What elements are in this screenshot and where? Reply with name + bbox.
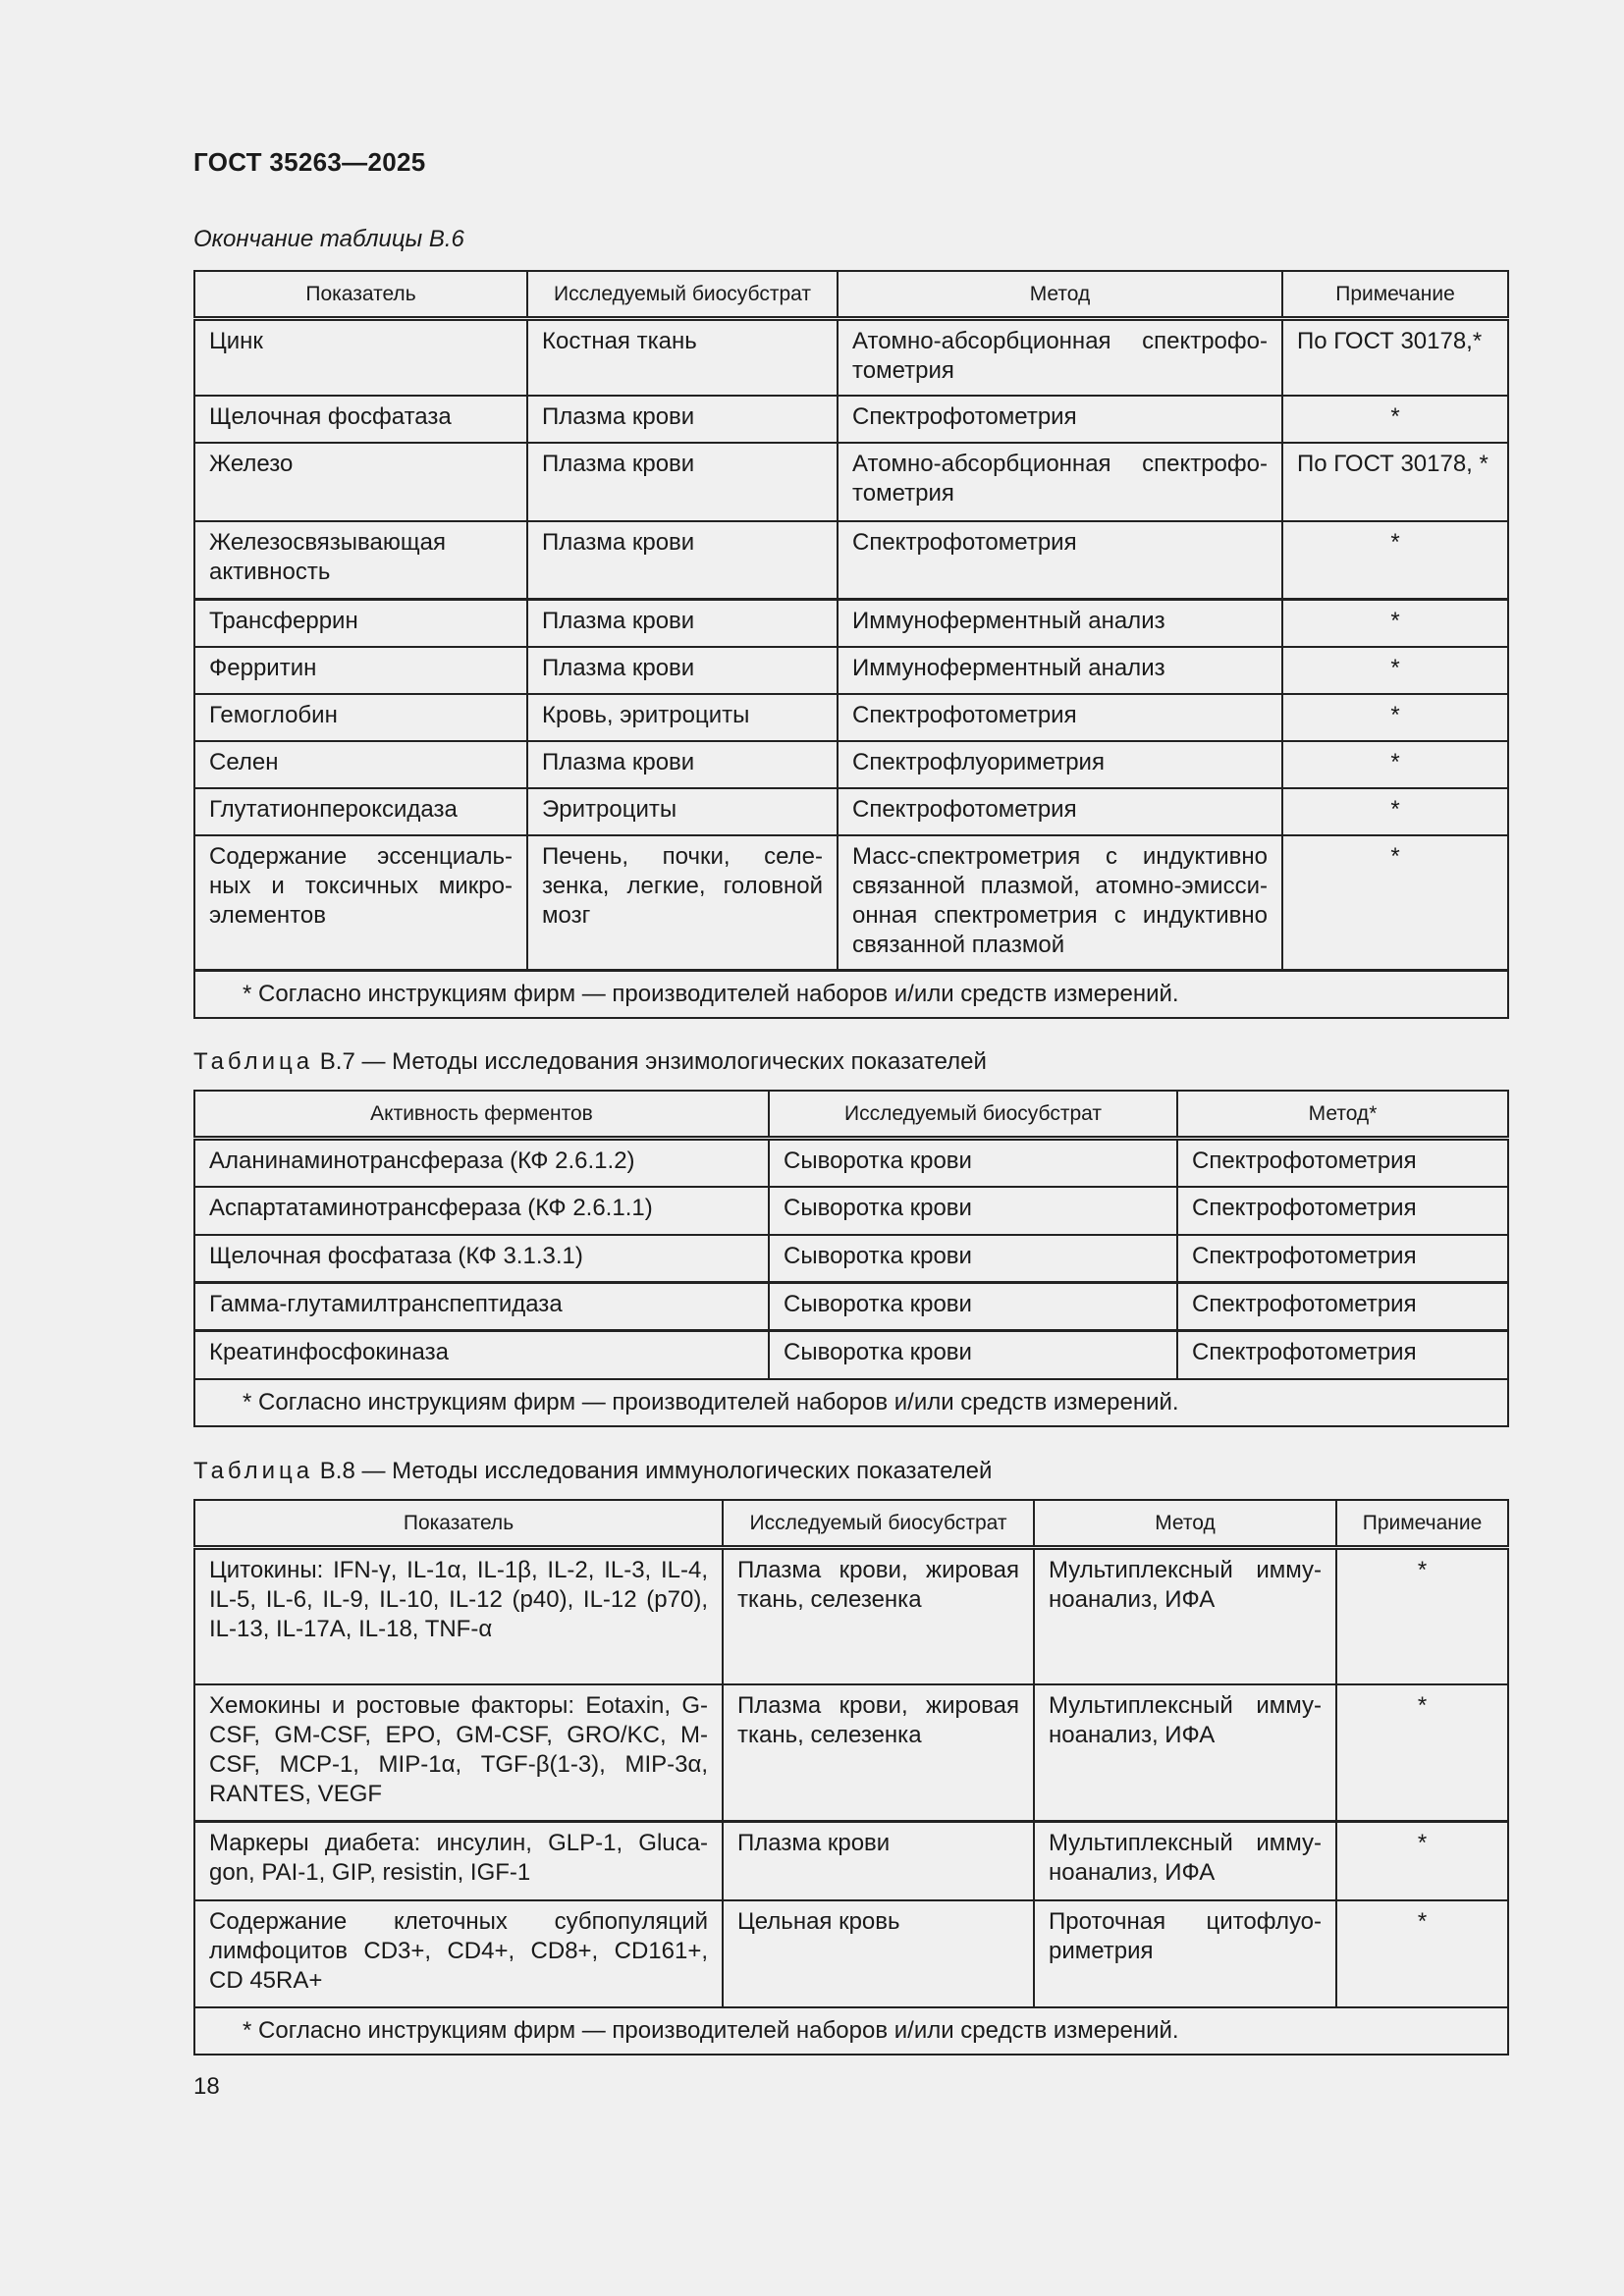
table-cell: * [1282,521,1508,600]
table-cell: Спектрофотометрия [1177,1235,1508,1283]
table-cell: Плазма крови [527,521,838,600]
page-number: 18 [193,2073,220,2100]
table-cell: Мультиплексный иммуноанализ, ИФА [1034,1684,1336,1822]
table-cell: * [1336,1548,1508,1684]
table-cell: По ГОСТ 30178, * [1282,443,1508,521]
column-header: Метод [1034,1500,1336,1548]
caption-text: В.8 — Методы исследования иммунологических показателей [313,1458,993,1484]
column-header: Показатель [194,1500,723,1548]
table-b8 [193,1499,1509,2056]
table-cell: Цельная кровь [723,1900,1034,2007]
table-cell: Сыворотка крови [769,1187,1177,1235]
table-cell: Аспартатаминотрансфераза (КФ 2.6.1.1) [194,1187,769,1235]
table-row [194,521,1508,600]
table-row [194,396,1508,443]
table-b7-caption [193,1048,987,1076]
table-cell: Сыворотка крови [769,1283,1177,1331]
table-cell: Плазма крови [527,443,838,521]
table-footnote: * Согласно инструкциям фирм — производителей наборов и/или средств измерений. [194,1379,1508,1426]
column-header: Активность ферментов [194,1091,769,1139]
table-cell: Железосвязывающая активность [194,521,527,600]
table-cell: Мультиплексный иммуноанализ, ИФА [1034,1548,1336,1684]
table-cell: Спектрофотометрия [1177,1187,1508,1235]
table-cell: Спектрофотометрия [838,396,1282,443]
table-row [194,1187,1508,1235]
table-cell: Плазма крови, жировая ткань, селезенка [723,1548,1034,1684]
table-cell: Иммуноферментный анализ [838,647,1282,694]
column-header: Исследуемый биосубстрат [527,271,838,319]
table-row [194,600,1508,647]
table-b7 [193,1090,1509,1427]
column-header: Метод* [1177,1091,1508,1139]
table-footnote: * Согласно инструкциям фирм — производителей наборов и/или средств измерений. [194,971,1508,1019]
table-cell: Спектрофотометрия [838,694,1282,741]
table-cell: Хемокины и ростовые факторы: Eotaxin, G-CSF, GM-CSF, EPO, GM-CSF, GRO/KC, M-CSF, MCP-1, MIP-1α, TGF-β(1-3), MIP-3α, RANTES, VEGF [194,1684,723,1822]
table-row [194,1684,1508,1822]
table-cell: Плазма крови, жировая ткань, селезенка [723,1684,1034,1822]
table-cell: Спектрофотометрия [1177,1283,1508,1331]
column-header: Показатель [194,271,527,319]
table-row [194,835,1508,971]
table-cell: * [1282,396,1508,443]
table-cell: * [1336,1822,1508,1900]
table-cell: Селен [194,741,527,788]
table-cell: Гемоглобин [194,694,527,741]
column-header: Исследуемый биосубстрат [723,1500,1034,1548]
table-cell: По ГОСТ 30178,* [1282,319,1508,396]
table-cell: Гамма-глутамилтранспептидаза [194,1283,769,1331]
table-cell: Плазма крови [527,647,838,694]
table-b6-caption: Окончание таблицы В.6 [193,226,464,252]
table-cell: * [1282,788,1508,835]
table-cell: Аланинаминотрансфераза (КФ 2.6.1.2) [194,1139,769,1187]
table-cell: * [1282,741,1508,788]
table-cell: Цитокины: IFN-γ, IL-1α, IL-1β, IL-2, IL-3, IL-4, IL-5, IL-6, IL-9, IL-10, IL-12 (p40), IL-12 (p70), IL-13, IL-17A, IL-18, TNF-α [194,1548,723,1684]
table-row [194,319,1508,396]
caption-prefix: Таблица [193,1458,314,1484]
table-cell: Иммуноферментный анализ [838,600,1282,647]
table-cell: Глутатионпероксидаза [194,788,527,835]
table-row [194,1331,1508,1379]
table-row [194,1235,1508,1283]
table-row [194,1548,1508,1684]
caption-text: В.7 — Методы исследования энзимологических показателей [313,1048,987,1075]
table-cell: Плазма крови [527,396,838,443]
table-cell: Цинк [194,319,527,396]
table-cell: Сыворотка крови [769,1331,1177,1379]
table-cell: Проточная цитофлуориметрия [1034,1900,1336,2007]
table-cell: Маркеры диабета: инсулин, GLP-1, Glucagon, PAI-1, GIP, resistin, IGF-1 [194,1822,723,1900]
table-cell: Ферритин [194,647,527,694]
table-footnote: * Согласно инструкциям фирм — производителей наборов и/или средств измерений. [194,2007,1508,2055]
table-cell: Трансферрин [194,600,527,647]
table-row [194,788,1508,835]
table-row [194,647,1508,694]
table-cell: Атомно-абсорбционная спектрофотометрия [838,319,1282,396]
table-footnote-row [194,1379,1508,1426]
table-row [194,443,1508,521]
table-cell: * [1282,600,1508,647]
table-cell: Содержание клеточных субпопуляций лимфоцитов CD3+, CD4+, CD8+, CD161+, CD 45RA+ [194,1900,723,2007]
table-cell: * [1336,1900,1508,2007]
table-cell: Спектрофлуориметрия [838,741,1282,788]
table-cell: Щелочная фосфатаза (КФ 3.1.3.1) [194,1235,769,1283]
table-cell: * [1282,647,1508,694]
document-header: ГОСТ 35263—2025 [193,147,426,177]
table-cell: Содержание эссенциальных и токсичных микроэлементов [194,835,527,971]
table-cell: Спектрофотометрия [1177,1139,1508,1187]
table-footnote-row [194,2007,1508,2055]
table-row [194,1822,1508,1900]
table-cell: Креатинфосфокиназа [194,1331,769,1379]
table-cell: Спектрофотометрия [838,521,1282,600]
table-header-row [194,1500,1508,1548]
column-header: Метод [838,271,1282,319]
table-cell: Печень, почки, селезенка, легкие, головной мозг [527,835,838,971]
table-cell: Атомно-абсорбционная спектрофотометрия [838,443,1282,521]
table-header-row [194,271,1508,319]
table-cell: Масс-спектрометрия с индуктивно связанной плазмой, атомно-эмиссионная спектрометрия с индуктивно связанной плазмой [838,835,1282,971]
table-cell: Мультиплексный иммуноанализ, ИФА [1034,1822,1336,1900]
column-header: Примечание [1282,271,1508,319]
table-row [194,1900,1508,2007]
table-cell: * [1282,835,1508,971]
table-cell: Спектрофотометрия [838,788,1282,835]
table-cell: Плазма крови [723,1822,1034,1900]
table-cell: Эритроциты [527,788,838,835]
table-cell: Спектрофотометрия [1177,1331,1508,1379]
table-row [194,741,1508,788]
table-cell: Сыворотка крови [769,1139,1177,1187]
caption-prefix: Таблица [193,1048,314,1075]
table-row [194,1283,1508,1331]
table-cell: Плазма крови [527,600,838,647]
table-footnote-row [194,971,1508,1019]
table-cell: Сыворотка крови [769,1235,1177,1283]
table-cell: Костная ткань [527,319,838,396]
table-header-row [194,1091,1508,1139]
table-cell: * [1282,694,1508,741]
table-b8-caption [193,1458,992,1485]
column-header: Исследуемый биосубстрат [769,1091,1177,1139]
table-b6 [193,270,1509,1019]
table-cell: Щелочная фосфатаза [194,396,527,443]
table-cell: Плазма крови [527,741,838,788]
table-row [194,1139,1508,1187]
table-row [194,694,1508,741]
table-cell: * [1336,1684,1508,1822]
table-cell: Кровь, эритроциты [527,694,838,741]
column-header: Примечание [1336,1500,1508,1548]
table-cell: Железо [194,443,527,521]
